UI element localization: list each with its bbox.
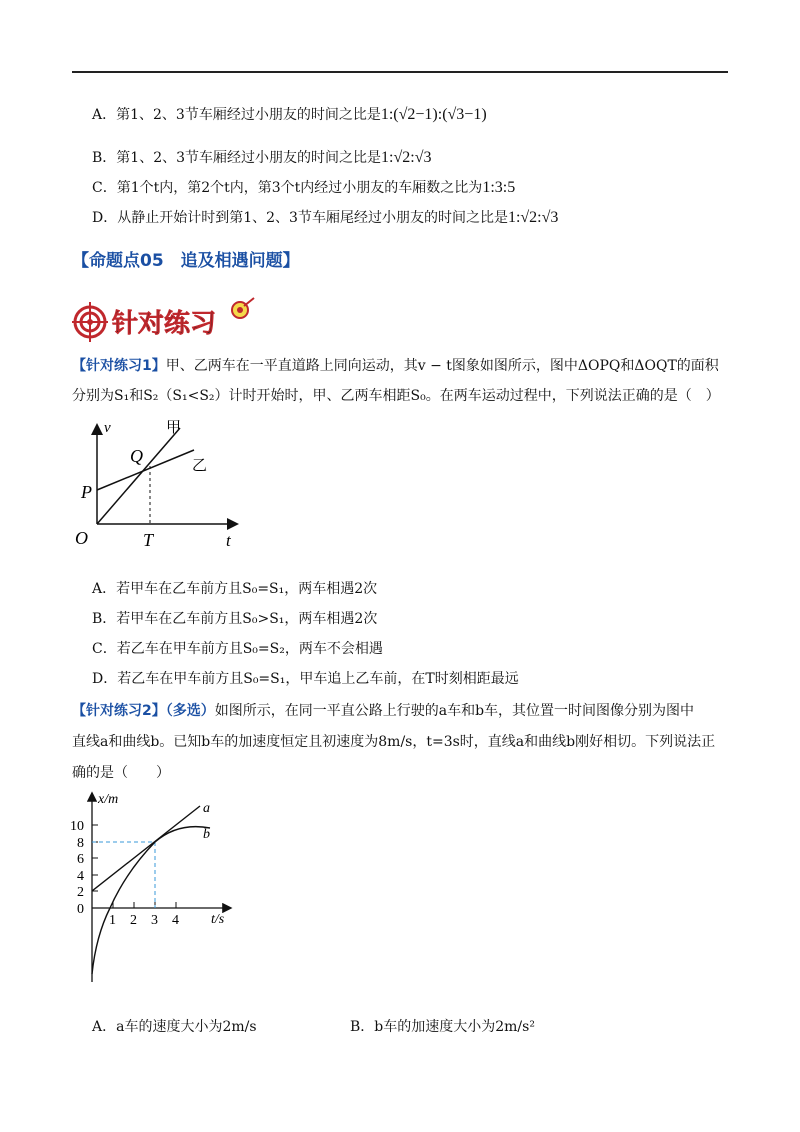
q1-line1-text: 甲、乙两车在一平直道路上同向运动，其v − t图象如图所示，图中ΔOPQ和ΔOQT的面积 <box>165 358 719 374</box>
q2-line1 <box>72 700 732 722</box>
q2-option-a: A．a车的速度大小为2m/s <box>92 1019 257 1035</box>
option-b-text: B．第1、2、3节车厢经过小朋友的时间之比是 <box>92 150 382 166</box>
xtick-2: 2 <box>130 913 137 928</box>
section-title: 【命题点05 追及相遇问题】 <box>72 251 300 271</box>
xtick-3: 3 <box>151 913 158 928</box>
label-P: P <box>81 482 92 502</box>
header-rule <box>72 71 728 73</box>
line-a <box>92 806 200 891</box>
ytick-6: 6 <box>77 852 84 867</box>
label-O: O <box>75 528 88 548</box>
q1-option-b: B．若甲车在乙车前方且S₀>S₁，两车相遇2次 <box>92 611 378 627</box>
label-T: T <box>143 530 154 550</box>
xtick-4: 4 <box>172 913 179 928</box>
ytick-2: 2 <box>77 885 84 900</box>
q1-line1 <box>72 355 732 377</box>
label-yi: 乙 <box>192 456 208 474</box>
q2-option-b: B．b车的加速度大小为2m/s² <box>350 1019 535 1035</box>
y-ticks <box>70 819 98 917</box>
option-c <box>92 177 515 197</box>
label-b: b <box>203 827 210 842</box>
axis-label-x: x/m <box>98 792 119 807</box>
xtick-1: 1 <box>109 913 116 928</box>
label-jia: 甲 <box>166 418 182 436</box>
curve-b <box>92 827 210 974</box>
option-d-text: D．从静止开始计时到第1、2、3节车厢尾经过小朋友的时间之比是 <box>92 210 508 226</box>
q1-option-d: D．若乙车在甲车前方且S₀=S₁，甲车追上乙车前，在T时刻相距最远 <box>92 671 519 687</box>
q2-line3: 确的是（ ） <box>72 765 170 781</box>
label-v: v <box>104 420 111 436</box>
xt-graph <box>60 786 240 990</box>
practice-badge <box>72 296 262 344</box>
ytick-8: 8 <box>77 836 84 851</box>
q1-tag: 【针对练习1】 <box>72 358 166 374</box>
option-b <box>92 147 431 167</box>
q2-line1-text: 如图所示，在同一平直公路上行驶的a车和b车，其位置一时间图像分别为图中 <box>214 703 695 719</box>
option-a-math: 1:(√2−1):(√3−1) <box>380 106 487 123</box>
q1-option-c: C．若乙车在甲车前方且S₀=S₂，两车不会相遇 <box>92 641 383 657</box>
option-d <box>92 207 558 227</box>
line-yi <box>97 450 194 490</box>
label-t: t <box>226 531 231 550</box>
q2-line2: 直线a和曲线b。已知b车的加速度恒定且初速度为8m/s，t=3s时，直线a和曲线b刚好相切。下列说法正 <box>72 734 716 750</box>
ytick-0: 0 <box>77 902 84 917</box>
axis-label-t: t/s <box>211 912 225 927</box>
ytick-4: 4 <box>77 869 84 884</box>
badge-text: 针对练习 <box>112 309 217 339</box>
label-a: a <box>203 801 210 816</box>
option-c-math: 1:3:5 <box>482 179 516 196</box>
option-b-math: 1:√2:√3 <box>381 149 432 166</box>
option-a-text: A．第1、2、3节车厢经过小朋友的时间之比是 <box>92 107 381 123</box>
option-d-math: 1:√2:√3 <box>507 209 559 226</box>
line-jia <box>97 428 180 524</box>
q2-multi: （多选） <box>165 703 215 719</box>
label-Q: Q <box>130 446 143 466</box>
option-a <box>92 104 487 124</box>
option-c-text: C．第1个t内，第2个t内，第3个t内经过小朋友的车厢数之比为 <box>92 180 483 196</box>
q2-tag: 【针对练习2】 <box>72 703 166 719</box>
ytick-10: 10 <box>70 819 84 834</box>
x-ticks <box>109 902 179 928</box>
q1-line2: 分别为S₁和S₂（S₁<S₂）计时开始时，甲、乙两车相距S₀。在两车运动过程中，下列说法正确的是（ ） <box>72 388 720 404</box>
vt-graph <box>70 418 260 557</box>
q1-option-a: A．若甲车在乙车前方且S₀=S₁，两车相遇2次 <box>92 581 378 597</box>
